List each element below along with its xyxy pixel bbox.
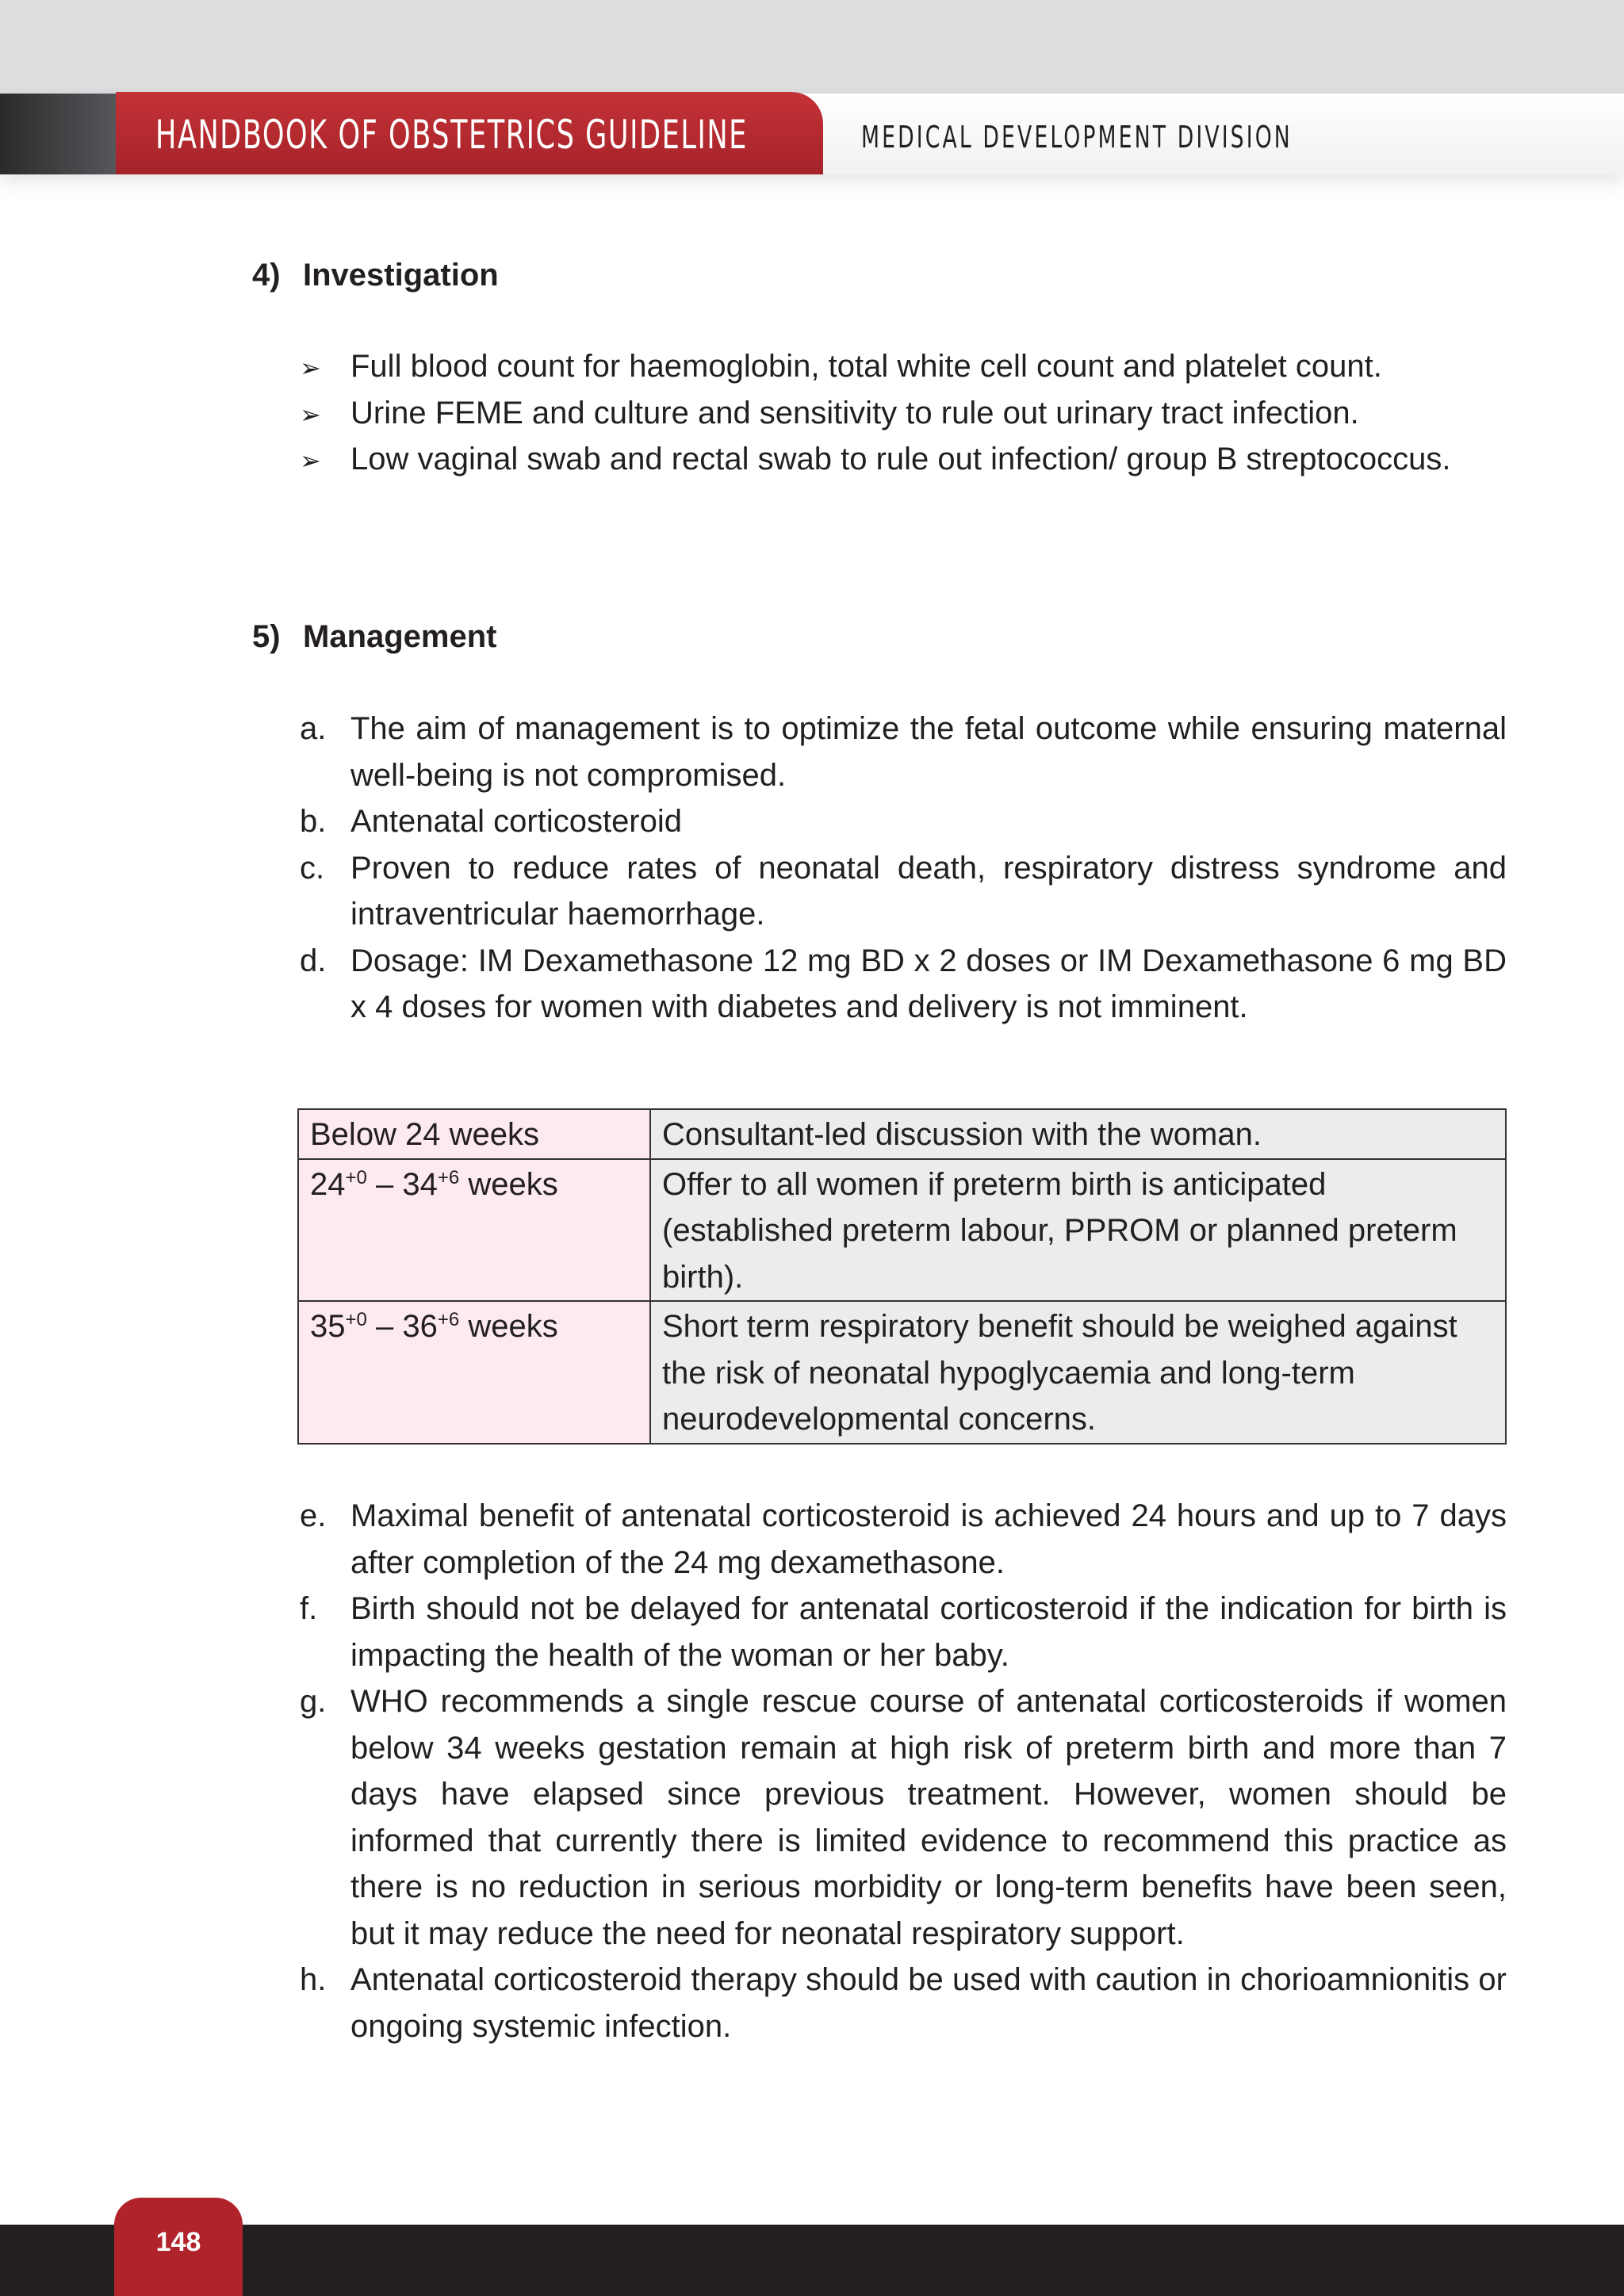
list-item-text: Proven to reduce rates of neonatal death, respiratory distress syndrome and intraventricular haemorrhage. <box>350 850 1507 932</box>
gestation-start-days: +0 <box>345 1309 367 1330</box>
table-cell-guidance <box>650 1159 1506 1302</box>
guidance-text: Short term respiratory benefit should be weighed against the risk of neonatal hypoglycaemia and long-term neurodevelopmental concerns. <box>662 1309 1457 1437</box>
list-item-text: WHO recommends a single rescue course of antenatal corticosteroids if women below 34 weeks gestation remain at high risk of preterm birth and more than 7 days have elapsed since previous treatment. However, women should be informed that currently there is limited evidence to recommend this practice as there is no reduction in serious morbidity or long-term benefits have been seen, but it may reduce the need for neonatal respiratory support. <box>350 1684 1507 1951</box>
investigation-list <box>293 343 1507 483</box>
section-heading-management <box>252 617 497 656</box>
list-item-text: Maximal benefit of antenatal corticosteroid is achieved 24 hours and up to 7 days after completion of the 24 mg dexamethasone. <box>350 1498 1507 1580</box>
table-cell-guidance <box>650 1109 1506 1159</box>
management-list-before <box>293 706 1507 1031</box>
footer-bar <box>0 2225 1624 2296</box>
list-marker: e. <box>300 1498 327 1533</box>
list-item <box>293 1678 1507 1957</box>
list-item <box>293 938 1507 1031</box>
division-name: MEDICAL DEVELOPMENT DIVISION <box>861 120 1293 155</box>
list-item-text: Full blood count for haemoglobin, total white cell count and platelet count. <box>350 349 1382 384</box>
list-marker: c. <box>300 850 325 886</box>
gestation-unit: weeks <box>459 1166 558 1202</box>
list-item <box>293 845 1507 938</box>
table-row <box>298 1301 1506 1444</box>
list-marker: d. <box>300 943 327 978</box>
list-item <box>293 1586 1507 1678</box>
section-heading-investigation <box>252 255 499 295</box>
section-number: 5) <box>252 619 281 654</box>
arrow-right-icon: ➢ <box>300 400 321 429</box>
guidance-text: Consultant-led discussion with the woman. <box>662 1117 1262 1152</box>
gestation-dash: – <box>366 1309 403 1344</box>
table-cell-gestation <box>298 1109 650 1159</box>
list-item <box>293 1957 1507 2049</box>
list-item <box>293 798 1507 845</box>
list-item-text: Dosage: IM Dexamethasone 12 mg BD x 2 doses or IM Dexamethasone 6 mg BD x 4 doses for women with diabetes and delivery is not imminent. <box>350 943 1507 1024</box>
list-item <box>293 1493 1507 1586</box>
list-item-text: Urine FEME and culture and sensitivity to rule out urinary tract infection. <box>350 395 1359 430</box>
table-row <box>298 1109 1506 1159</box>
gestation-end-days: +6 <box>437 1309 460 1330</box>
gestation-dash: – <box>366 1166 403 1202</box>
list-item-text: Antenatal corticosteroid therapy should be used with caution in chorioamnionitis or ongoing systemic infection. <box>350 1962 1507 2044</box>
list-item-text: Birth should not be delayed for antenatal corticosteroid if the indication for birth is impacting the health of the woman or her baby. <box>350 1591 1507 1673</box>
list-marker: g. <box>300 1684 327 1719</box>
list-item <box>293 390 1507 437</box>
arrow-right-icon: ➢ <box>300 446 321 475</box>
list-item-text: Antenatal corticosteroid <box>350 804 683 839</box>
gestation-start-days: +0 <box>345 1166 367 1188</box>
table-cell-gestation <box>298 1159 650 1302</box>
page-number: 148 <box>155 2227 201 2257</box>
list-item <box>293 343 1507 390</box>
top-margin-band <box>0 0 1624 94</box>
list-item-text: The aim of management is to optimize the fetal outcome while ensuring maternal well-being is not compromised. <box>350 711 1507 793</box>
header-dark-accent <box>0 94 116 174</box>
list-marker: h. <box>300 1962 327 1997</box>
table-row <box>298 1159 1506 1302</box>
gestation-text: Below 24 weeks <box>310 1117 540 1152</box>
corticosteroid-gestation-table <box>297 1108 1507 1445</box>
arrow-right-icon: ➢ <box>300 354 321 382</box>
handbook-title: HANDBOOK OF OBSTETRICS GUIDELINE <box>155 112 748 158</box>
table-cell-gestation <box>298 1301 650 1444</box>
guidance-text: Offer to all women if preterm birth is anticipated (established preterm labour, PPROM or planned preterm birth). <box>662 1166 1457 1295</box>
gestation-end-days: +6 <box>437 1166 460 1188</box>
gestation-start: 35 <box>310 1309 346 1344</box>
section-number: 4) <box>252 258 281 293</box>
list-item <box>293 436 1507 483</box>
list-item-text: Low vaginal swab and rectal swab to rule out infection/ group B streptococcus. <box>350 442 1451 476</box>
list-marker: b. <box>300 804 327 839</box>
management-list-after <box>293 1493 1507 2049</box>
section-title: Management <box>303 619 497 654</box>
gestation-start: 24 <box>310 1166 346 1202</box>
list-item <box>293 706 1507 798</box>
gestation-unit: weeks <box>459 1309 558 1344</box>
gestation-end: 36 <box>402 1309 438 1344</box>
list-marker: a. <box>300 711 327 746</box>
list-marker: f. <box>300 1591 318 1626</box>
section-title: Investigation <box>303 258 499 293</box>
gestation-end: 34 <box>402 1166 438 1202</box>
table-cell-guidance <box>650 1301 1506 1444</box>
